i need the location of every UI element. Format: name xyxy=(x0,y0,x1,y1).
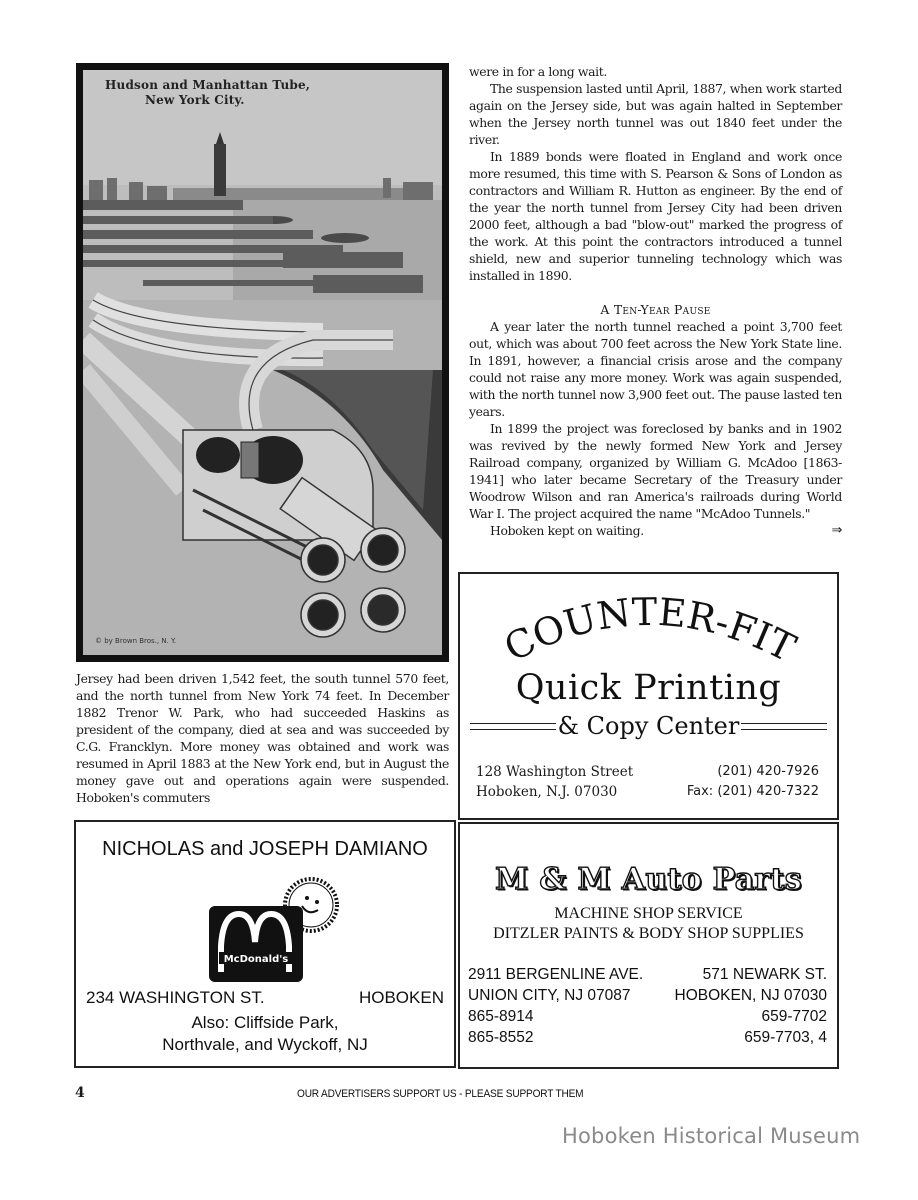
service-line: DITZLER PAINTS & BODY SHOP SUPPLIES xyxy=(493,925,804,942)
counterfit-line2: & Copy Center xyxy=(557,712,740,740)
location-line: Northvale, and Wyckoff, NJ xyxy=(162,1035,368,1054)
page-number: 4 xyxy=(75,1085,85,1101)
address-line: 128 Washington Street xyxy=(476,764,634,780)
article-left-column xyxy=(76,670,449,806)
tunnel-illustration xyxy=(76,63,449,662)
paragraph: The suspension lasted until April, 1887, when work started again on the Jersey side, but was again halted in September when the Jersey north tunnel was out 1840 feet under the river. xyxy=(469,81,842,147)
paragraph: In 1899 the project was foreclosed by banks and in 1902 was revived by the newly formed New York and Jersey Railroad company, organized by William G. McAdoo [1863-1941] who later became Secretary of the Treasury under Woodrow Wilson and ran America's railroads during World War I. The project acquired the name "McAdoo Tunnels." xyxy=(469,421,842,521)
mcdonalds-logo xyxy=(209,906,303,982)
service-line: MACHINE SHOP SERVICE xyxy=(554,905,743,922)
counterfit-address xyxy=(476,762,633,802)
caption-line-1: Hudson and Manhattan Tube, xyxy=(105,78,311,92)
mcdonalds-ad xyxy=(74,820,456,1068)
counterfit-phones xyxy=(687,762,819,802)
footer-note: OUR ADVERTISERS SUPPORT US - PLEASE SUPPORT THEM xyxy=(297,1088,584,1100)
mm-hoboken-location xyxy=(675,964,827,1048)
closing-line xyxy=(469,522,842,539)
location-line: UNION CITY, NJ 07087 xyxy=(468,987,631,1004)
location-line: HOBOKEN, NJ 07030 xyxy=(674,987,827,1004)
phone: 659-7702 xyxy=(761,1008,827,1025)
counterfit-ad xyxy=(458,572,839,820)
divider xyxy=(741,723,827,730)
article-right-column xyxy=(469,63,842,539)
location-line: 2911 BERGENLINE AVE. xyxy=(468,966,644,983)
mm-auto-parts-name: M & M Auto Parts xyxy=(495,862,802,897)
location-line: Also: Cliffside Park, xyxy=(191,1013,339,1032)
tunnel-drawing xyxy=(83,70,442,655)
fax: Fax: (201) 420-7322 xyxy=(686,784,819,799)
paragraph: Hoboken kept on waiting. xyxy=(490,523,644,538)
mcdonalds-address: 234 WASHINGTON ST. xyxy=(86,988,265,1007)
mm-auto-parts-ad xyxy=(458,822,839,1069)
logo-text: McDonald's xyxy=(223,954,289,965)
section-heading: A Ten-Year Pause xyxy=(600,302,711,317)
paragraph: In 1889 bonds were floated in England and work once more resumed, this time with S. Pearson & Sons of London as contractors and William R. Hutton as engineer. By the end of the year the north tunnel from Jersey City had been driven 2000 feet, although a bad "blow-out" marked the progress of the work. At this point the contractors introduced a tunnel shield, new and superior tunneling technology which was installed in 1890. xyxy=(469,149,842,283)
counterfit-line2-row xyxy=(470,712,827,740)
illustration-credit: © by Brown Bros., N. Y. xyxy=(95,637,177,645)
illustration-image xyxy=(83,70,442,655)
mm-union-city-location xyxy=(468,964,643,1048)
address-line: Hoboken, N.J. 07030 xyxy=(476,784,618,800)
paragraph: A year later the north tunnel reached a point 3,700 feet out, which was about 700 feet across the New York State line. In 1891, however, a financial crisis arose and the company could not raise any more money. Work was again suspended, with the north tunnel now 3,900 feet out. The pause lasted ten years. xyxy=(469,319,842,419)
svg-text:COUNTER-FIT: COUNTER-FIT xyxy=(497,592,803,671)
phone: (201) 420-7926 xyxy=(717,764,819,779)
phone: 865-8914 xyxy=(468,1008,534,1025)
mcdonalds-city: HOBOKEN xyxy=(358,988,444,1007)
museum-watermark: Hoboken Historical Museum xyxy=(562,1124,861,1148)
mcdonalds-other-locations xyxy=(76,1012,454,1056)
paragraph: were in for a long wait. xyxy=(469,64,607,79)
mm-services xyxy=(460,904,837,944)
counterfit-line1: Quick Printing xyxy=(515,668,782,708)
caption-line-2: New York City. xyxy=(145,93,245,107)
mcdonalds-owners: NICHOLAS and JOSEPH DAMIANO xyxy=(102,838,428,860)
paragraph: Jersey had been driven 1,542 feet, the south tunnel 570 feet, and the north tunnel from New York 74 feet. In December 1882 Trenor W. Park, who had succeeded Haskins as president of the company, died at sea and was succeeded by C.G. Francklyn. More money was obtained and work was resumed in April 1883 at the New York end, but in August the money gave out and operations again were suspended. Hoboken's commuters xyxy=(76,671,449,805)
illustration-caption xyxy=(105,78,310,108)
divider xyxy=(470,723,556,730)
counterfit-brand xyxy=(460,592,837,672)
continue-arrow-icon: ⇒ xyxy=(831,523,842,538)
location-line: 571 NEWARK ST. xyxy=(702,966,827,983)
phone: 659-7703, 4 xyxy=(744,1029,827,1046)
phone: 865-8552 xyxy=(468,1029,534,1046)
golden-arches-icon xyxy=(209,906,303,982)
mcdonalds-address-row xyxy=(86,988,444,1008)
